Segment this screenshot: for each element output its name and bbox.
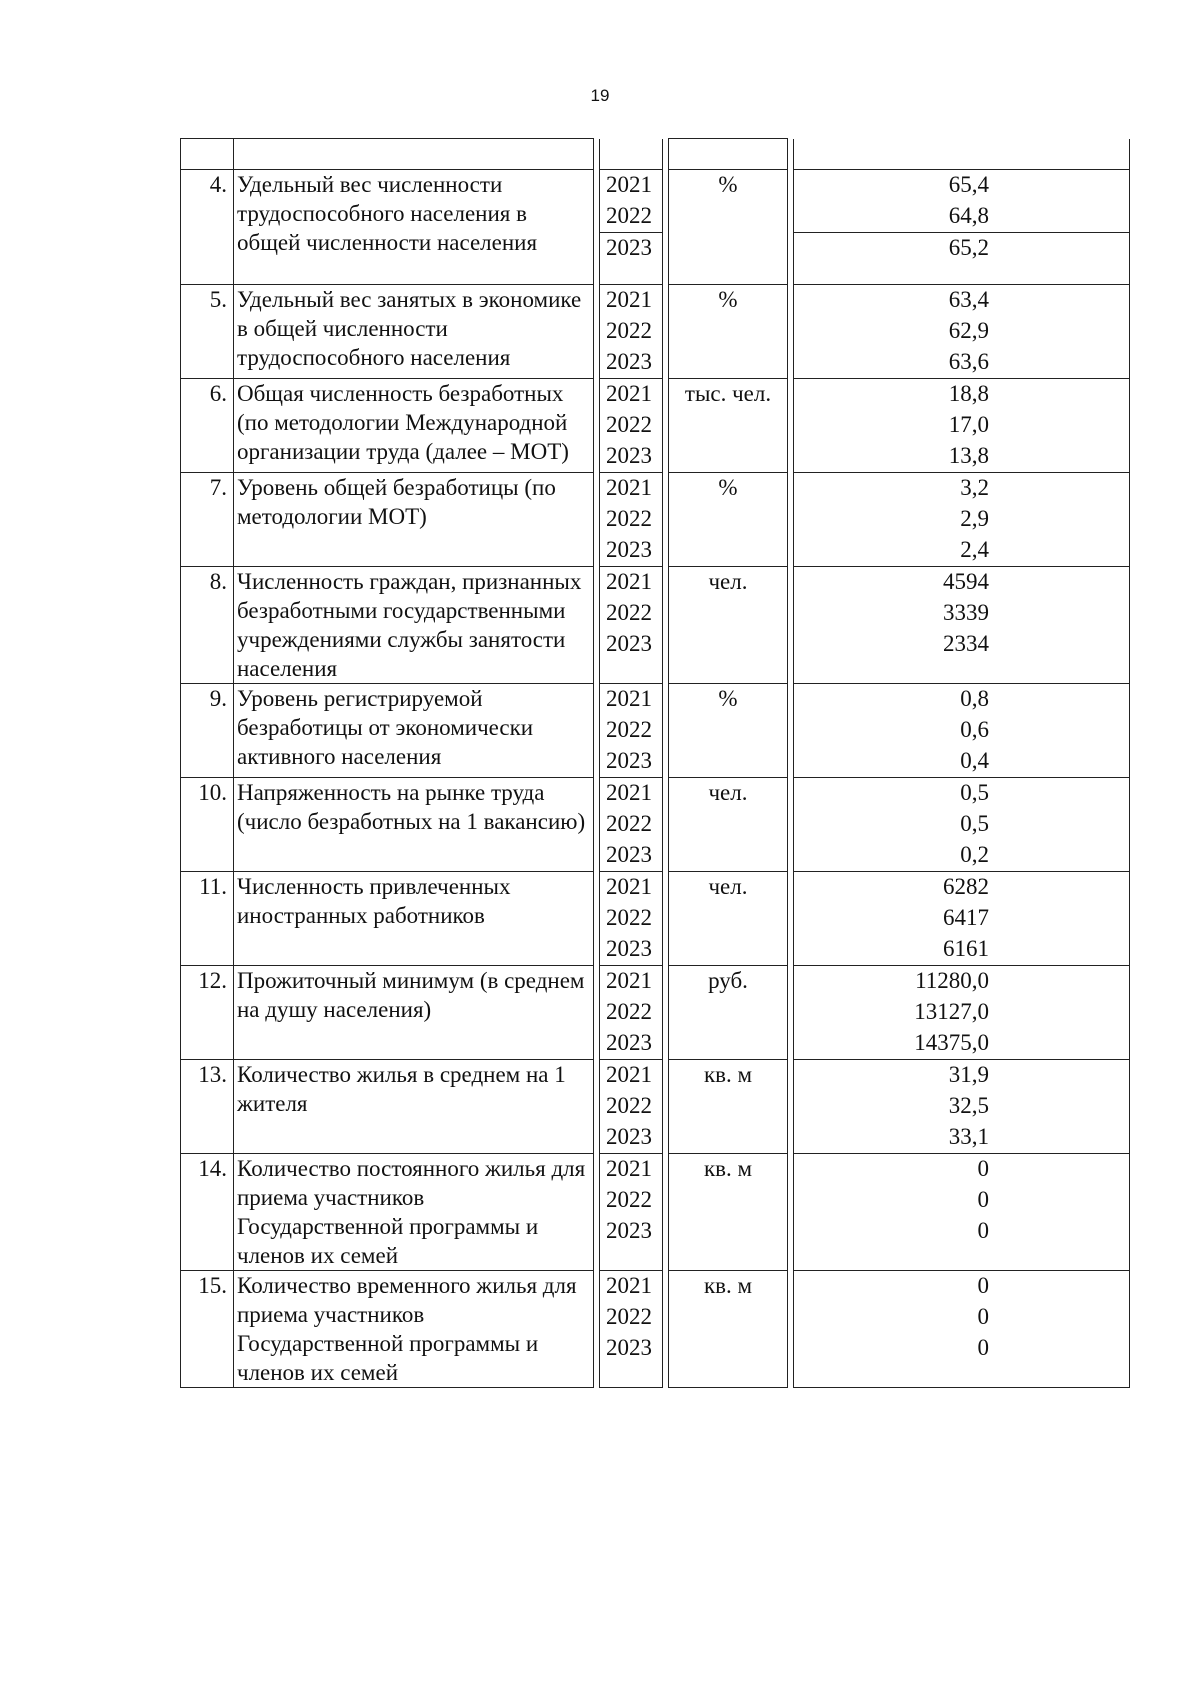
- year-value: 2021: [606, 780, 652, 805]
- indicator-name: Прожиточный минимум (в среднем на душу населения): [234, 966, 594, 1060]
- table-row: [181, 379, 1130, 473]
- unit-cell: чел.: [669, 778, 788, 872]
- indicator-name: Количество постоянного жилья для приема участников Государственной программы и членов их семей: [234, 1154, 594, 1271]
- indicator-value: 0: [977, 1304, 989, 1329]
- year-value: 2022: [606, 506, 652, 531]
- years-cell: [600, 1154, 663, 1271]
- indicator-value: 0,6: [960, 717, 989, 742]
- unit-cell: чел.: [669, 872, 788, 966]
- indicator-name: Количество временного жилья для приема участников Государственной программы и членов их семей: [234, 1271, 594, 1388]
- years-cell: [600, 379, 663, 473]
- year-value: 2021: [606, 1062, 652, 1087]
- table-row: [181, 872, 1130, 966]
- year-value: 2023: [606, 842, 652, 867]
- header-cell: [669, 139, 788, 170]
- row-number: 6.: [181, 379, 234, 473]
- indicator-value: 11280,0: [915, 968, 989, 993]
- year-value: 2023: [606, 443, 652, 468]
- values-cell: [794, 872, 1130, 966]
- indicator-value: 2334: [943, 631, 989, 656]
- values-cell: [794, 1154, 1130, 1271]
- indicator-name: Удельный вес численности трудоспособного населения в общей численности населения: [234, 170, 594, 285]
- indicator-value: 64,8: [948, 203, 989, 228]
- indicator-name: Уровень общей безработицы (по методологии МОТ): [234, 473, 594, 567]
- year-value: 2023: [606, 1124, 652, 1149]
- years-cell: [600, 285, 663, 379]
- unit-cell: кв. м: [669, 1271, 788, 1388]
- indicator-value: 65,4: [948, 172, 989, 197]
- indicator-value: 0,5: [960, 811, 989, 836]
- indicator-value: 4594: [943, 569, 989, 594]
- year-value: 2023: [606, 748, 652, 773]
- indicator-value: 63,4: [948, 287, 989, 312]
- year-value: 2022: [606, 811, 652, 836]
- years-cell: [600, 170, 663, 285]
- year-value: 2021: [606, 1273, 652, 1298]
- indicator-name: Численность граждан, признанных безработными государственными учреждениями службы занятости населения: [234, 567, 594, 684]
- table-row: [181, 684, 1130, 778]
- row-number: 12.: [181, 966, 234, 1060]
- indicator-value: 0: [977, 1187, 989, 1212]
- row-number: 4.: [181, 170, 234, 285]
- indicator-name: Уровень регистрируемой безработицы от экономически активного населения: [234, 684, 594, 778]
- year-value: 2023: [606, 537, 652, 562]
- row-number: 8.: [181, 567, 234, 684]
- year-value: 2022: [606, 905, 652, 930]
- year-value: 2022: [606, 600, 652, 625]
- header-cell: [234, 139, 594, 170]
- indicator-value: 0: [977, 1273, 989, 1298]
- indicator-value: 13127,0: [914, 999, 989, 1024]
- indicator-value: 65,2: [794, 232, 1129, 264]
- year-value: 2021: [606, 686, 652, 711]
- years-cell: [600, 567, 663, 684]
- page-number: 19: [590, 86, 610, 105]
- indicator-value: 2,4: [960, 537, 989, 562]
- indicator-value: 0: [977, 1218, 989, 1243]
- row-number: 9.: [181, 684, 234, 778]
- unit-cell: чел.: [669, 567, 788, 684]
- indicator-value: 62,9: [948, 318, 989, 343]
- unit-cell: %: [669, 170, 788, 285]
- indicator-value: 18,8: [948, 381, 989, 406]
- table-row: [181, 285, 1130, 379]
- year-value: 2023: [606, 631, 652, 656]
- unit-cell: руб.: [669, 966, 788, 1060]
- header-cell: [600, 139, 663, 170]
- values-cell: [794, 567, 1130, 684]
- years-cell: [600, 473, 663, 567]
- row-number: 14.: [181, 1154, 234, 1271]
- indicator-value: 13,8: [948, 443, 989, 468]
- year-value: 2022: [606, 999, 652, 1024]
- indicator-value: 6282: [943, 874, 989, 899]
- years-cell: [600, 1271, 663, 1388]
- table-row: [181, 1154, 1130, 1271]
- indicator-name: Общая численность безработных (по методологии Международной организации труда (далее – МОТ): [234, 379, 594, 473]
- year-value: 2023: [606, 1218, 652, 1243]
- indicator-name: Удельный вес занятых в экономике в общей численности трудоспособного населения: [234, 285, 594, 379]
- year-value: 2023: [606, 349, 652, 374]
- year-value: 2022: [606, 1187, 652, 1212]
- header-cell: [181, 139, 234, 170]
- values-cell: [794, 966, 1130, 1060]
- indicator-value: 63,6: [948, 349, 989, 374]
- years-cell: [600, 778, 663, 872]
- year-value: 2023: [606, 1030, 652, 1055]
- indicator-value: 17,0: [948, 412, 989, 437]
- table-row: [181, 473, 1130, 567]
- year-value: 2021: [606, 874, 652, 899]
- values-cell: [794, 170, 1130, 285]
- table-row: [181, 170, 1130, 285]
- row-number: 15.: [181, 1271, 234, 1388]
- indicator-value: 2,9: [960, 506, 989, 531]
- indicator-value: 31,9: [948, 1062, 989, 1087]
- table-row: [181, 1060, 1130, 1154]
- table-row: [181, 1271, 1130, 1388]
- table-row: [181, 567, 1130, 684]
- values-cell: [794, 778, 1130, 872]
- indicator-value: 33,1: [948, 1124, 989, 1149]
- year-value: 2023: [606, 936, 652, 961]
- indicator-value: 32,5: [948, 1093, 989, 1118]
- year-value: 2022: [606, 1093, 652, 1118]
- values-cell: [794, 1060, 1130, 1154]
- indicator-value: 6417: [943, 905, 989, 930]
- year-value: 2021: [606, 287, 652, 312]
- indicator-value: 0: [977, 1335, 989, 1360]
- values-cell: [794, 473, 1130, 567]
- years-cell: [600, 872, 663, 966]
- indicator-name: Количество жилья в среднем на 1 жителя: [234, 1060, 594, 1154]
- unit-cell: %: [669, 473, 788, 567]
- year-value: 2022: [606, 412, 652, 437]
- indicator-value: 0,4: [960, 748, 989, 773]
- indicator-value: 0,5: [960, 780, 989, 805]
- row-number: 11.: [181, 872, 234, 966]
- unit-cell: %: [669, 684, 788, 778]
- values-cell: [794, 684, 1130, 778]
- indicator-value: 3,2: [960, 475, 989, 500]
- indicator-value: 0,2: [960, 842, 989, 867]
- unit-cell: тыс. чел.: [669, 379, 788, 473]
- row-number: 5.: [181, 285, 234, 379]
- indicator-value: 0,8: [960, 686, 989, 711]
- unit-cell: кв. м: [669, 1154, 788, 1271]
- table-row: [181, 966, 1130, 1060]
- values-cell: [794, 285, 1130, 379]
- year-value: 2023: [600, 232, 662, 264]
- values-cell: [794, 1271, 1130, 1388]
- row-number: 10.: [181, 778, 234, 872]
- years-cell: [600, 684, 663, 778]
- year-value: 2021: [606, 569, 652, 594]
- table-header-row: [181, 139, 1130, 170]
- table-row: [181, 778, 1130, 872]
- year-value: 2022: [606, 318, 652, 343]
- unit-cell: кв. м: [669, 1060, 788, 1154]
- year-value: 2021: [606, 968, 652, 993]
- years-cell: [600, 1060, 663, 1154]
- row-number: 7.: [181, 473, 234, 567]
- indicator-value: 0: [977, 1156, 989, 1181]
- indicator-value: 3339: [943, 600, 989, 625]
- header-cell: [794, 139, 1130, 170]
- indicator-name: Напряженность на рынке труда (число безработных на 1 вакансию): [234, 778, 594, 872]
- year-value: 2021: [606, 1156, 652, 1181]
- indicators-table: [180, 138, 1130, 1388]
- year-value: 2023: [606, 1335, 652, 1360]
- year-value: 2022: [606, 717, 652, 742]
- unit-cell: %: [669, 285, 788, 379]
- year-value: 2022: [606, 203, 652, 228]
- row-number: 13.: [181, 1060, 234, 1154]
- indicator-value: 6161: [943, 936, 989, 961]
- year-value: 2021: [606, 381, 652, 406]
- indicator-value: 14375,0: [914, 1030, 989, 1055]
- year-value: 2022: [606, 1304, 652, 1329]
- values-cell: [794, 379, 1130, 473]
- year-value: 2021: [606, 475, 652, 500]
- indicator-name: Численность привлеченных иностранных работников: [234, 872, 594, 966]
- year-value: 2021: [606, 172, 652, 197]
- years-cell: [600, 966, 663, 1060]
